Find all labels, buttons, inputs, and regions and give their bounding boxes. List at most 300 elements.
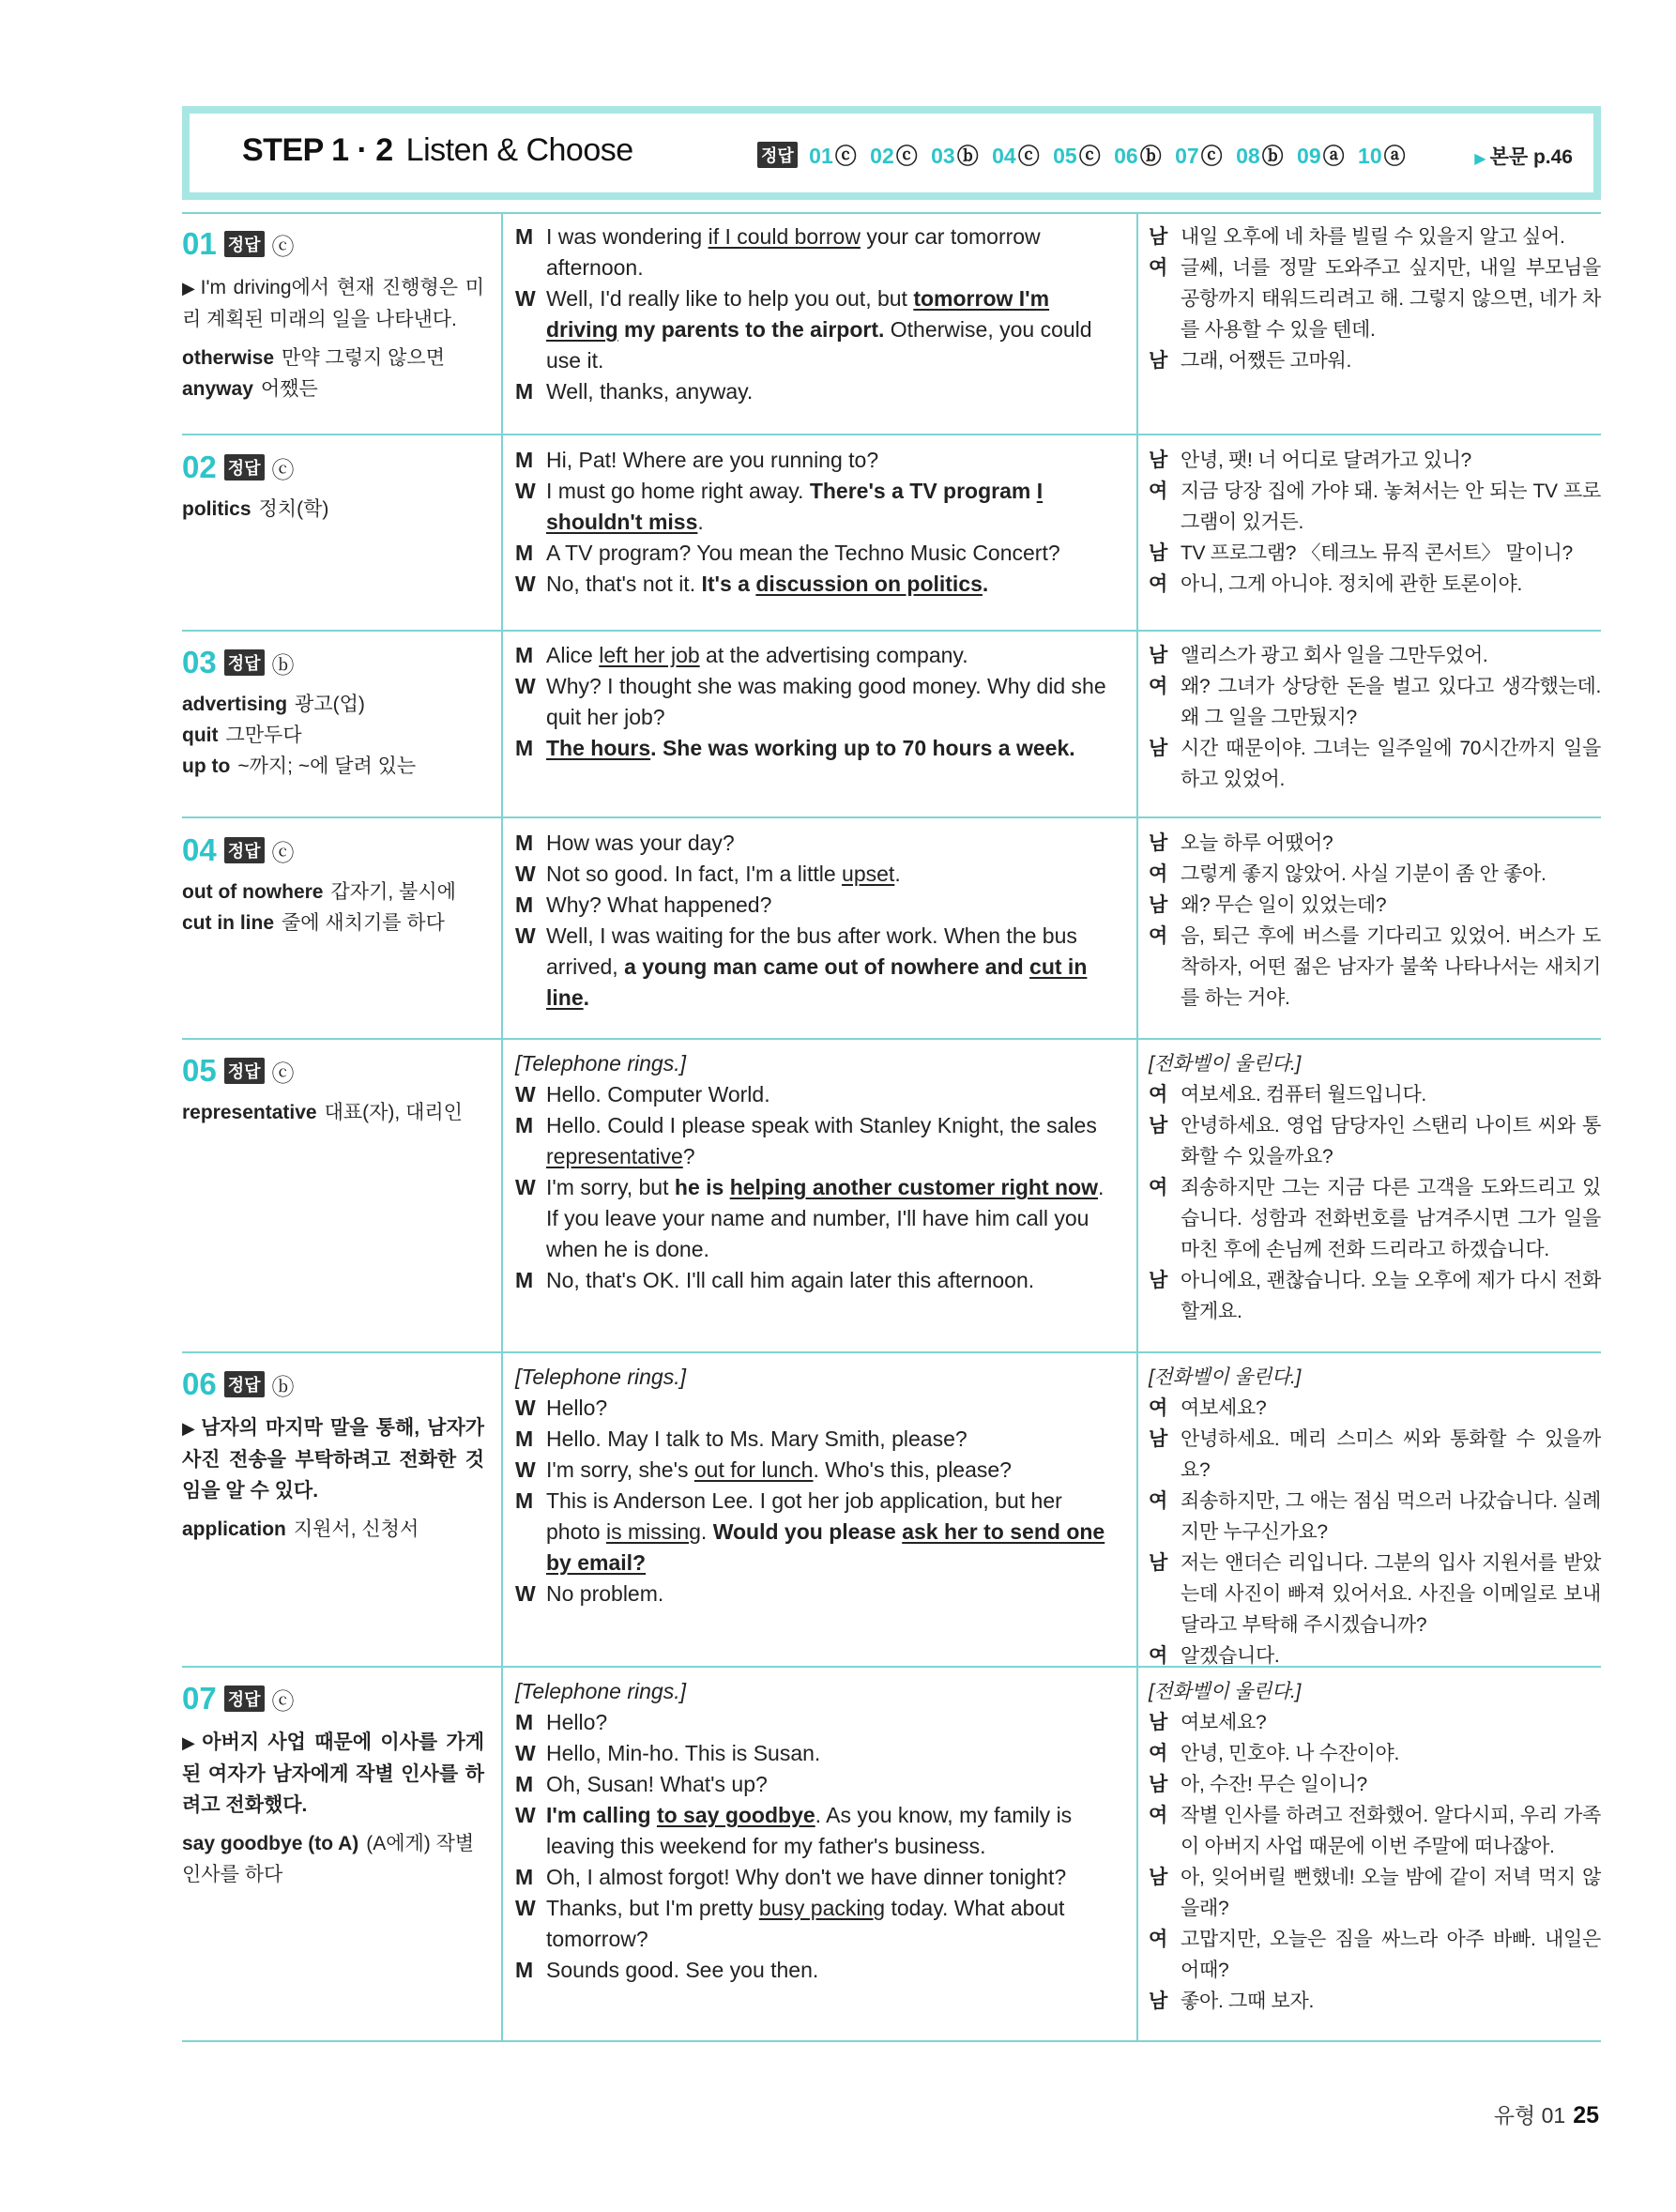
question-header xyxy=(182,225,484,263)
script-text xyxy=(546,921,1116,1014)
text-run: your car tomorrow afternoon. xyxy=(546,224,1041,280)
key-text: he is xyxy=(674,1175,730,1199)
text-run: This is Anderson Lee. I got her job application, but her photo xyxy=(546,1488,1062,1544)
explanation-note xyxy=(182,272,484,335)
step-subtitle: Listen & Choose xyxy=(405,132,633,168)
answer-choice: ⓑ xyxy=(271,652,295,679)
answer-choice: ⓒ xyxy=(271,1688,295,1715)
translation-line xyxy=(1149,252,1601,345)
text-run: ? xyxy=(682,1144,695,1168)
speaker: 남 xyxy=(1149,1774,1167,1795)
answer-num: 08 xyxy=(1236,144,1260,168)
script-line xyxy=(515,1800,1116,1862)
translation-line xyxy=(1149,921,1601,1014)
note-text: I'm driving에서 현재 진행형은 미리 계획된 미래의 일을 나타낸다. xyxy=(182,277,484,330)
speaker: 남 xyxy=(1149,738,1167,759)
answer-num: 04 xyxy=(992,144,1016,168)
speaker: W xyxy=(515,1175,536,1199)
speaker: 남 xyxy=(1149,1712,1167,1733)
explanation-column xyxy=(182,828,484,938)
script-line xyxy=(515,1738,1116,1769)
answer-badge: 정답 xyxy=(224,649,265,676)
stage-direction: [전화벨이 울린다.] xyxy=(1149,1681,1302,1702)
translation-line xyxy=(1149,733,1601,795)
row-separator xyxy=(182,212,1601,214)
script-text: Hello? xyxy=(546,1710,608,1734)
vocab-term: up to xyxy=(182,755,231,777)
speaker: 여 xyxy=(1149,676,1167,697)
vocab-item xyxy=(182,494,484,525)
stage-direction: [전화벨이 울린다.] xyxy=(1149,1053,1302,1075)
translation-line xyxy=(1149,1265,1601,1327)
script-text xyxy=(546,283,1116,376)
translation-text: 작별 인사를 하려고 전화했어. 알다시피, 우리 가족이 아버지 사업 때문에 이번 주말에 떠나잖아. xyxy=(1181,1805,1601,1857)
row-separator xyxy=(182,2040,1601,2042)
speaker: M xyxy=(515,1113,534,1137)
speaker: 남 xyxy=(1149,542,1167,564)
question-number: 04 xyxy=(182,832,217,867)
answer-choice: ⓐ xyxy=(1322,144,1345,168)
text-run: Not so good. In fact, I'm a little xyxy=(546,862,843,886)
text-run: No, that's not it. xyxy=(546,572,702,596)
speaker: M xyxy=(515,448,534,472)
arrow-icon: ▶ xyxy=(182,1419,198,1438)
vocab-item xyxy=(182,1514,484,1545)
translation-line xyxy=(1149,671,1601,733)
key-underlined-text: tomorrow I'm driving xyxy=(546,286,1050,342)
page-title xyxy=(242,132,633,169)
translation-line xyxy=(1149,1769,1601,1800)
script-line xyxy=(515,1893,1116,1955)
translation-line xyxy=(1149,859,1601,890)
key-underlined-text: discussion on politics xyxy=(755,572,983,596)
translation-text: 죄송하지만, 그 애는 점심 먹으러 나갔습니다. 실례지만 누구신가요? xyxy=(1181,1490,1601,1543)
text-run: Alice xyxy=(546,643,600,667)
speaker: 여 xyxy=(1149,1645,1167,1667)
speaker: 여 xyxy=(1149,1805,1167,1826)
vocab-term: otherwise xyxy=(182,347,275,369)
script-text: Oh, I almost forgot! Why don't we have dinner tonight? xyxy=(546,1865,1067,1889)
script-text: Hello. Computer World. xyxy=(546,1082,770,1106)
script-text xyxy=(546,1893,1116,1955)
stage-direction: [Telephone rings.] xyxy=(515,1679,687,1703)
translation-column xyxy=(1149,1048,1601,1327)
answer-num: 06 xyxy=(1114,144,1138,168)
speaker: 남 xyxy=(1149,350,1167,372)
translation-line xyxy=(1149,221,1601,252)
script-line xyxy=(515,1862,1116,1893)
script-text xyxy=(546,569,1116,600)
arrow-icon: ▶ xyxy=(182,279,197,297)
script-line xyxy=(515,569,1116,600)
script-line xyxy=(515,890,1116,921)
speaker: W xyxy=(515,1803,536,1827)
key-text: It's a xyxy=(701,572,756,596)
translation-column xyxy=(1149,640,1601,795)
translation-text: 안녕, 민호야. 나 수잔이야. xyxy=(1181,1743,1400,1764)
script-line xyxy=(515,283,1116,376)
script-text: Hello? xyxy=(546,1396,608,1420)
page-footer xyxy=(1494,2098,1599,2129)
translation-column xyxy=(1149,445,1601,600)
translation-line xyxy=(1149,890,1601,921)
translation-line xyxy=(1149,538,1601,569)
script-line xyxy=(515,1265,1116,1296)
speaker: W xyxy=(515,479,536,503)
vocab-term: application xyxy=(182,1518,286,1540)
underlined-text: out for lunch xyxy=(693,1457,814,1482)
vocab-term: quit xyxy=(182,725,219,746)
column-divider xyxy=(1136,212,1138,2040)
script-column xyxy=(515,1048,1116,1296)
script-column xyxy=(515,445,1116,600)
explanation-column xyxy=(182,1048,484,1128)
vocab-term: representative xyxy=(182,1102,317,1123)
speaker: 남 xyxy=(1149,1115,1167,1137)
answer-num: 03 xyxy=(931,144,955,168)
script-text xyxy=(546,733,1116,764)
question-number: 02 xyxy=(182,450,217,484)
arrow-icon: ▶ xyxy=(182,1733,199,1752)
script-line xyxy=(515,1079,1116,1110)
question-header xyxy=(182,449,484,486)
answer-choice: ⓒ xyxy=(271,457,295,483)
text-run: I'm sorry, she's xyxy=(546,1457,694,1482)
translation-line xyxy=(1149,1738,1601,1769)
script-text: Sounds good. See you then. xyxy=(546,1958,819,1982)
translation-line xyxy=(1149,1800,1601,1862)
translation-column xyxy=(1149,1676,1601,2017)
answer-choice: ⓒ xyxy=(271,1060,295,1087)
answer-badge: 정답 xyxy=(224,1371,265,1397)
speaker: M xyxy=(515,1710,534,1734)
text-run: Well, I was waiting for the bus after work. When the bus arrived, xyxy=(546,923,1077,979)
script-text xyxy=(546,1110,1116,1172)
answer-num: 10 xyxy=(1358,144,1382,168)
vocab-def: 그만두다 xyxy=(225,725,302,746)
translation-text: 음, 퇴근 후에 버스를 기다리고 있었어. 버스가 도착하자, 어떤 젊은 남자가 불쑥 나타나서는 새치기를 하는 거야. xyxy=(1181,925,1601,1009)
question-header xyxy=(182,831,484,869)
speaker: 여 xyxy=(1149,1177,1167,1198)
explanation-column xyxy=(182,1362,484,1545)
script-text: Hello, Min-ho. This is Susan. xyxy=(546,1741,821,1765)
script-line xyxy=(515,671,1116,733)
speaker: 남 xyxy=(1149,1428,1167,1450)
vocab-def: 줄에 새치기를 하다 xyxy=(282,912,445,934)
vocab-term: cut in line xyxy=(182,912,275,934)
vocab-term: anyway xyxy=(182,378,253,400)
translation-text: 오늘 하루 어땠어? xyxy=(1181,832,1333,854)
translation-line xyxy=(1149,1986,1601,2017)
speaker: 여 xyxy=(1149,257,1167,279)
translation-text: 안녕하세요. 메리 스미스 씨와 통화할 수 있을까요? xyxy=(1181,1428,1601,1481)
translation-text: 아, 수잔! 무슨 일이니? xyxy=(1181,1774,1367,1795)
script-column xyxy=(515,1676,1116,1986)
script-text xyxy=(546,640,1116,671)
translation-text: 여보세요? xyxy=(1181,1712,1267,1733)
script-line xyxy=(515,1769,1116,1800)
script-text: Hi, Pat! Where are you running to? xyxy=(546,448,879,472)
script-line xyxy=(515,1955,1116,1986)
key-underlined-text: I shouldn't miss xyxy=(546,479,1044,534)
translation-line xyxy=(1149,1172,1601,1265)
key-text: I'm calling xyxy=(546,1803,657,1827)
answer-choice: ⓐ xyxy=(1383,144,1406,168)
translation-line xyxy=(1149,1548,1601,1640)
question-header xyxy=(182,644,484,681)
script-text: No problem. xyxy=(546,1581,664,1606)
answer-badge: 정답 xyxy=(224,1686,265,1712)
note-text: 남자의 마지막 말을 통해, 남자가 사진 전송을 부탁하려고 전화한 것임을 알 수 있다. xyxy=(182,1417,485,1502)
speaker: M xyxy=(515,1268,534,1292)
translation-text: 좋아. 그때 보자. xyxy=(1181,1991,1315,2012)
speaker: M xyxy=(515,1488,534,1513)
script-text: How was your day? xyxy=(546,831,735,855)
script-text: Why? What happened? xyxy=(546,892,772,917)
translation-line xyxy=(1149,1393,1601,1424)
vocab-item xyxy=(182,374,484,404)
script-column xyxy=(515,828,1116,1014)
script-text xyxy=(546,1172,1116,1265)
text-run: . If you leave your name and number, I'll have him call you when he is done. xyxy=(546,1175,1105,1261)
answer-num: 02 xyxy=(870,144,894,168)
reference-label: 본문 p.46 xyxy=(1489,146,1573,168)
underlined-text: upset xyxy=(842,862,895,886)
answer-num: 07 xyxy=(1175,144,1199,168)
text-run: . xyxy=(697,510,704,534)
speaker: M xyxy=(515,541,534,565)
text-run: . As you know, my family is leaving this weekend for my father's business. xyxy=(546,1803,1073,1858)
translation-text: 내일 오후에 네 차를 빌릴 수 있을지 알고 싶어. xyxy=(1181,226,1565,248)
translation-line xyxy=(1149,569,1601,600)
text-run: Otherwise, you could use it. xyxy=(546,317,1092,373)
translation-text: 지금 당장 집에 가야 돼. 놓쳐서는 안 되는 TV 프로그램이 있거든. xyxy=(1181,481,1601,533)
step-label: STEP 1 · 2 xyxy=(242,132,393,168)
answer-choice: ⓑ xyxy=(956,144,979,168)
key-text: a young man came out of nowhere and xyxy=(624,954,1030,979)
question-number: 03 xyxy=(182,645,217,679)
text-run: at the advertising company. xyxy=(699,643,968,667)
text-run: Well, I'd really like to help you out, but xyxy=(546,286,914,311)
script-line xyxy=(515,445,1116,476)
speaker: M xyxy=(515,643,534,667)
speaker: 남 xyxy=(1149,1991,1167,2012)
speaker: M xyxy=(515,1426,534,1451)
vocab-item xyxy=(182,908,484,938)
answer-badge: 정답 xyxy=(224,837,265,863)
question-number: 06 xyxy=(182,1366,217,1401)
script-text: Well, thanks, anyway. xyxy=(546,379,754,404)
translation-text: 시간 때문이야. 그녀는 일주일에 70시간까지 일을 하고 있었어. xyxy=(1181,738,1601,790)
vocab-def: 만약 그렇지 않으면 xyxy=(282,347,445,369)
answer-choice: ⓑ xyxy=(271,1374,295,1400)
key-underlined-text: ask her to send one by email? xyxy=(546,1519,1105,1575)
vocab-item xyxy=(182,689,484,720)
script-text: Why? I thought she was making good money. Why did she quit her job? xyxy=(546,674,1106,729)
translation-text: 아니, 그게 아니야. 정치에 관한 토론이야. xyxy=(1181,573,1523,595)
translation-column xyxy=(1149,221,1601,376)
text-run: I must go home right away. xyxy=(546,479,810,503)
vocab-def: 갑자기, 불시에 xyxy=(330,881,456,903)
row-separator xyxy=(182,630,1601,632)
text-run: . xyxy=(894,862,901,886)
translation-column xyxy=(1149,828,1601,1014)
translation-text: 여보세요. 컴퓨터 월드입니다. xyxy=(1181,1084,1426,1106)
speaker: M xyxy=(515,379,534,404)
script-line xyxy=(515,859,1116,890)
explanation-note xyxy=(182,1412,484,1506)
explanation-column xyxy=(182,221,484,404)
script-line xyxy=(515,1579,1116,1609)
script-line xyxy=(515,1486,1116,1579)
key-underlined-text: The hours xyxy=(546,736,651,760)
speaker: 여 xyxy=(1149,1397,1167,1419)
answer-choice: ⓒ xyxy=(895,144,918,168)
translation-text: 글쎄, 너를 정말 도와주고 싶지만, 내일 부모님을 공항까지 태워드리려고 해. 그렇지 않으면, 네가 차를 사용할 수 있을 텐데. xyxy=(1181,257,1601,341)
speaker: M xyxy=(515,1958,534,1982)
speaker: W xyxy=(515,674,536,698)
script-text xyxy=(546,1800,1116,1862)
question-number: 05 xyxy=(182,1053,217,1088)
speaker: 여 xyxy=(1149,573,1167,595)
answer-key xyxy=(757,139,1408,170)
translation-line xyxy=(1149,1110,1601,1172)
script-line xyxy=(515,476,1116,538)
translation-line xyxy=(1149,345,1601,376)
question-header xyxy=(182,1365,484,1403)
vocab-item xyxy=(182,1097,484,1128)
script-line xyxy=(515,1172,1116,1265)
translation-text: TV 프로그램? 〈테크노 뮤직 콘서트〉 말이니? xyxy=(1181,542,1573,564)
answer-badge: 정답 xyxy=(757,142,798,168)
translation-line xyxy=(1149,1924,1601,1986)
speaker: M xyxy=(515,1865,534,1889)
script-line xyxy=(515,733,1116,764)
vocab-def: (A에게) 작별 인사를 하다 xyxy=(182,1833,475,1885)
speaker: W xyxy=(515,1741,536,1765)
script-line xyxy=(515,1424,1116,1455)
stage-direction: [전화벨이 울린다.] xyxy=(1149,1366,1302,1388)
speaker: 여 xyxy=(1149,481,1167,502)
header-inner xyxy=(190,114,1593,192)
answer-choice: ⓒ xyxy=(834,144,857,168)
script-column xyxy=(515,640,1116,764)
key-text: There's a TV program xyxy=(809,479,1037,503)
row-separator xyxy=(182,1038,1601,1040)
text-run: today. What about tomorrow? xyxy=(546,1896,1065,1951)
translation-line xyxy=(1149,445,1601,476)
script-text: Hello. May I talk to Ms. Mary Smith, please? xyxy=(546,1426,968,1451)
page-reference xyxy=(1474,142,1573,170)
answer-choice: ⓒ xyxy=(1200,144,1223,168)
vocab-item xyxy=(182,751,484,782)
row-separator xyxy=(182,434,1601,435)
key-text: . She was working up to 70 hours a week. xyxy=(650,736,1075,760)
translation-line xyxy=(1149,828,1601,859)
vocab-term: out of nowhere xyxy=(182,881,324,903)
script-text: Oh, Susan! What's up? xyxy=(546,1772,768,1796)
answer-badge: 정답 xyxy=(224,1058,265,1084)
translation-text: 아, 잊어버릴 뻔했네! 오늘 밤에 같이 저녁 먹지 않을래? xyxy=(1181,1867,1601,1919)
underlined-text: is missing xyxy=(605,1519,701,1544)
vocab-term: politics xyxy=(182,498,251,520)
translation-text: 알겠습니다. xyxy=(1181,1645,1280,1667)
explanation-column xyxy=(182,640,484,782)
note-text: 아버지 사업 때문에 이사를 가게 된 여자가 남자에게 작별 인사를 하려고 전화했다. xyxy=(182,1731,484,1816)
translation-column xyxy=(1149,1362,1601,1671)
vocab-term: say goodbye (to A) xyxy=(182,1833,359,1854)
translation-text: 고맙지만, 오늘은 짐을 싸느라 아주 바빠. 내일은 어때? xyxy=(1181,1929,1601,1981)
vocab-def: ~까지; ~에 달려 있는 xyxy=(237,755,417,777)
translation-text: 아니에요, 괜찮습니다. 오늘 오후에 제가 다시 전화할게요. xyxy=(1181,1270,1601,1322)
page-number: 25 xyxy=(1573,2102,1599,2128)
underlined-text: if I could borrow xyxy=(708,224,861,249)
translation-text: 왜? 그녀가 상당한 돈을 벌고 있다고 생각했는데. 왜 그 일을 그만뒀지? xyxy=(1181,676,1601,728)
speaker: M xyxy=(515,736,534,760)
script-text xyxy=(546,1486,1116,1579)
explanation-column xyxy=(182,445,484,525)
speaker: 남 xyxy=(1149,832,1167,854)
text-run: Hello. Could I please speak with Stanley Knight, the sales xyxy=(546,1113,1097,1137)
speaker: W xyxy=(515,923,536,948)
speaker: W xyxy=(515,572,536,596)
key-text: my parents to the airport. xyxy=(617,317,885,342)
speaker: W xyxy=(515,1457,536,1482)
translation-line xyxy=(1149,1707,1601,1738)
translation-text: 그렇게 좋지 않았어. 사실 기분이 좀 안 좋아. xyxy=(1181,863,1546,885)
speaker: W xyxy=(515,286,536,311)
speaker: 여 xyxy=(1149,925,1167,947)
translation-text: 앨리스가 광고 회사 일을 그만두었어. xyxy=(1181,645,1488,666)
speaker: M xyxy=(515,831,534,855)
speaker: 여 xyxy=(1149,1929,1167,1950)
speaker: W xyxy=(515,1082,536,1106)
vocab-item xyxy=(182,1828,484,1890)
question-number: 07 xyxy=(182,1681,217,1716)
speaker: W xyxy=(515,1896,536,1920)
underlined-text: busy packing xyxy=(758,1896,886,1920)
key-underlined-text: to say goodbye xyxy=(656,1803,815,1827)
key-text: . xyxy=(583,985,590,1010)
row-separator xyxy=(182,816,1601,818)
script-column xyxy=(515,1362,1116,1609)
explanation-note xyxy=(182,1727,484,1821)
column-divider xyxy=(501,212,503,2040)
translation-text: 저는 앤더슨 리입니다. 그분의 입사 지원서를 받았는데 사진이 빠져 있어서요. 사진을 이메일로 보내 달라고 부탁해 주시겠습니까? xyxy=(1181,1552,1601,1636)
speaker: 남 xyxy=(1149,450,1167,471)
script-text: A TV program? You mean the Techno Music Concert? xyxy=(546,541,1060,565)
underlined-text: left her job xyxy=(599,643,700,667)
speaker: M xyxy=(515,1772,534,1796)
text-run: Thanks, but I'm pretty xyxy=(546,1896,759,1920)
script-text xyxy=(546,1455,1116,1486)
speaker: 남 xyxy=(1149,1270,1167,1291)
vocab-def: 지원서, 신청서 xyxy=(293,1518,419,1540)
translation-line xyxy=(1149,1862,1601,1924)
vocab-def: 어쨌든 xyxy=(260,378,318,400)
answer-num: 01 xyxy=(809,144,833,168)
script-text: No, that's OK. I'll call him again later this afternoon. xyxy=(546,1268,1035,1292)
stage-direction: [Telephone rings.] xyxy=(515,1365,687,1389)
speaker: 여 xyxy=(1149,1490,1167,1512)
script-text xyxy=(546,859,1116,890)
speaker: M xyxy=(515,224,534,249)
script-line xyxy=(515,1110,1116,1172)
script-column xyxy=(515,221,1116,407)
script-text xyxy=(546,221,1116,283)
question-number: 01 xyxy=(182,226,217,261)
translation-text: 그래, 어쨌든 고마워. xyxy=(1181,350,1352,372)
